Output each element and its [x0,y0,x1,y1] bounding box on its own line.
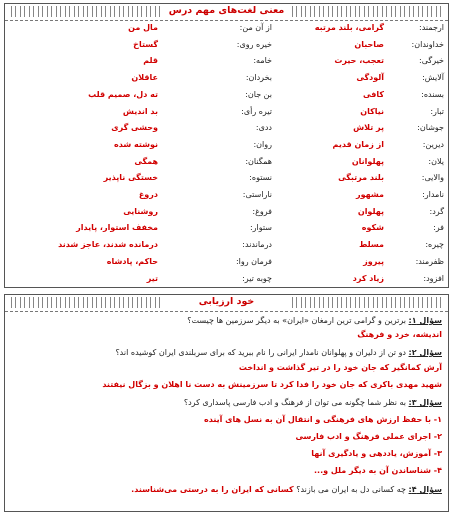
vocab-row [5,206,448,222]
vocab-row [5,156,448,172]
vocab-row [5,22,448,38]
answer-3-item: ۴- شناساندن آن به دیگر ملل و... [314,466,442,475]
vocabulary-section [4,3,449,288]
vocab-row [5,122,448,138]
vocab-row [5,89,448,105]
question-3 [11,397,442,408]
vocab-word: ناراستی: [242,190,272,199]
vocab-word: خیرگی: [419,56,444,66]
vocab-meaning: کافی [363,89,384,99]
answer-3-item: ۲- اجرای عملی فرهنگ و ادب فارسی [295,432,442,441]
question-text: چه کسانی دل به ایران می بازند؟ [293,485,409,494]
question-label: سؤال ۳: [408,398,442,407]
vocab-word: ارجمند: [419,23,444,32]
answer-3-item: ۳- آموزش، یاددهی و یادگیری آنها [311,449,442,458]
vocab-meaning: پر تلاش [353,123,384,133]
vocab-meaning: از زمان قدیم [332,139,384,149]
vocab-word: دیرین: [422,139,444,149]
answer-2-line-2: شهید مهدی باکری که جان خود را فدا کرد تا سرزمینش به دست نا اهلان و بزگال نیفتند [102,380,442,389]
vocab-meaning: گرامی، بلند مرتبه [314,23,384,32]
vocab-meaning: نوشته شده [114,139,158,149]
vocab-meaning: بلند مرتبگی [338,173,384,183]
answer-3-item: ۱- با حفظ ارزش های فرهنگی و انتقال آن به نسل های آینده [203,415,442,424]
vocabulary-title-bar [5,4,448,21]
vocab-meaning: گستاخ [133,39,158,49]
vocab-meaning: آلودگی [356,73,384,83]
vocab-row [5,139,448,155]
vocab-meaning: وحشی گری [111,123,158,133]
vocab-meaning: زیاد کرد [352,273,384,283]
vocab-word: بسنده: [421,89,444,99]
question-text: به نظر شما چگونه می توان از فرهنگ و ادب فارسی پاسداری کرد؟ [183,398,409,407]
vocab-meaning: شکوه [361,223,384,233]
vocab-word: بن جان: [245,89,272,99]
answer-4: کسانی که ایران را به درستی می‌شناسند. [131,485,294,494]
vocab-word: فرمان روا: [235,256,272,266]
self-assessment-title-bar [5,295,448,312]
vocab-meaning: پهلوان [357,206,384,216]
vocab-word: والایی: [421,173,444,183]
vocab-meaning: صاحبان [354,39,384,49]
vocab-meaning: قلم [143,56,158,66]
vocab-row [5,39,448,55]
vocab-meaning: مشهور [356,190,384,199]
vocab-row [5,222,448,238]
vocab-word: فروغ: [252,206,272,216]
vocab-word: ستوار: [249,223,272,233]
vocab-meaning: مخفف استوار، پایدار [76,223,158,233]
vocab-word: همگنان: [245,156,272,166]
question-label: سؤال ۲: [408,348,442,357]
vocab-row [5,172,448,188]
vocab-word: بخردان: [245,73,272,83]
vocab-word: چوبه تیر: [242,273,272,283]
self-assessment-section [4,294,449,512]
vocab-row [5,55,448,71]
vocab-meaning: تعجب، حیرت [334,56,384,66]
vocab-word: فر: [433,223,444,233]
vocab-word: ددی: [255,123,272,133]
vocab-row [5,273,448,289]
vocab-word: خامه: [253,56,272,66]
question-label: سؤال ۱: [408,316,442,325]
vocab-word: یلان: [428,156,444,166]
answer-1: اندیشه، خرد و فرهنگ [357,330,442,339]
question-1 [11,315,442,326]
question-label: سؤال ۴: [408,485,442,494]
vocab-row [5,256,448,272]
vocab-word: تیره رأی: [241,106,272,116]
vocab-word: افزود: [423,273,444,283]
vocab-meaning: پیروز [363,256,384,266]
vocab-meaning: درمانده شدند، عاجز شدند [58,240,158,250]
vocab-word: خیره روی: [236,39,272,49]
vocab-word: گرد: [429,206,444,216]
question-2 [11,347,442,358]
vocab-meaning: مسلط [359,240,384,250]
vocab-meaning: پهلوانان [351,156,384,166]
vocab-meaning: خستگی ناپذیر [103,173,158,183]
vocab-meaning: بد اندیش [122,106,158,116]
vocab-row [5,72,448,88]
vocab-word: روان: [253,139,272,149]
question-4 [11,484,442,495]
vocab-word: تبار: [430,106,444,116]
vocab-meaning: عاقلان [131,73,158,83]
vocab-row [5,106,448,122]
vocab-meaning: حاکم، پادشاه [106,256,158,266]
vocab-word: از آن من: [239,23,272,32]
vocab-word: خداوندان: [411,39,444,49]
self-assessment-title: خود ارزیابی [198,296,255,307]
vocab-word: جوشان: [417,123,444,133]
vocab-meaning: تیر [146,273,158,283]
vocab-word: نستوه: [249,173,272,183]
vocab-row [5,189,448,205]
vocab-word: آلایش: [422,73,444,83]
vocab-word: درماندند: [242,240,272,250]
vocab-row [5,239,448,255]
answer-2-line-1: آرش کمانگیر که جان خود را در تیر گذاشت و انداخت [238,363,442,372]
vocab-word: ظفرمند: [415,256,444,266]
vocab-meaning: مال من [128,23,158,32]
vocab-meaning: دروغ [138,190,158,199]
question-text: برترین و گرامی ترین ارمغان «ایران» به دیگر سرزمین ها چیست؟ [187,316,409,325]
vocab-meaning: روشنایی [123,206,158,216]
vocab-word: چیره: [425,240,444,250]
question-text: دو تن از دلیران و پهلوانان نامدار ایرانی را نام ببرید که برای سربلندی ایران کوشیده اند؟ [115,348,409,357]
vocabulary-title: معنی لغت‌های مهم درس [168,5,285,16]
vocab-word: نامدار: [422,190,444,199]
vocab-meaning: ته دل، صمیم قلب [88,89,158,99]
vocab-meaning: نیاکان [360,106,384,116]
vocab-meaning: همگی [134,156,158,166]
